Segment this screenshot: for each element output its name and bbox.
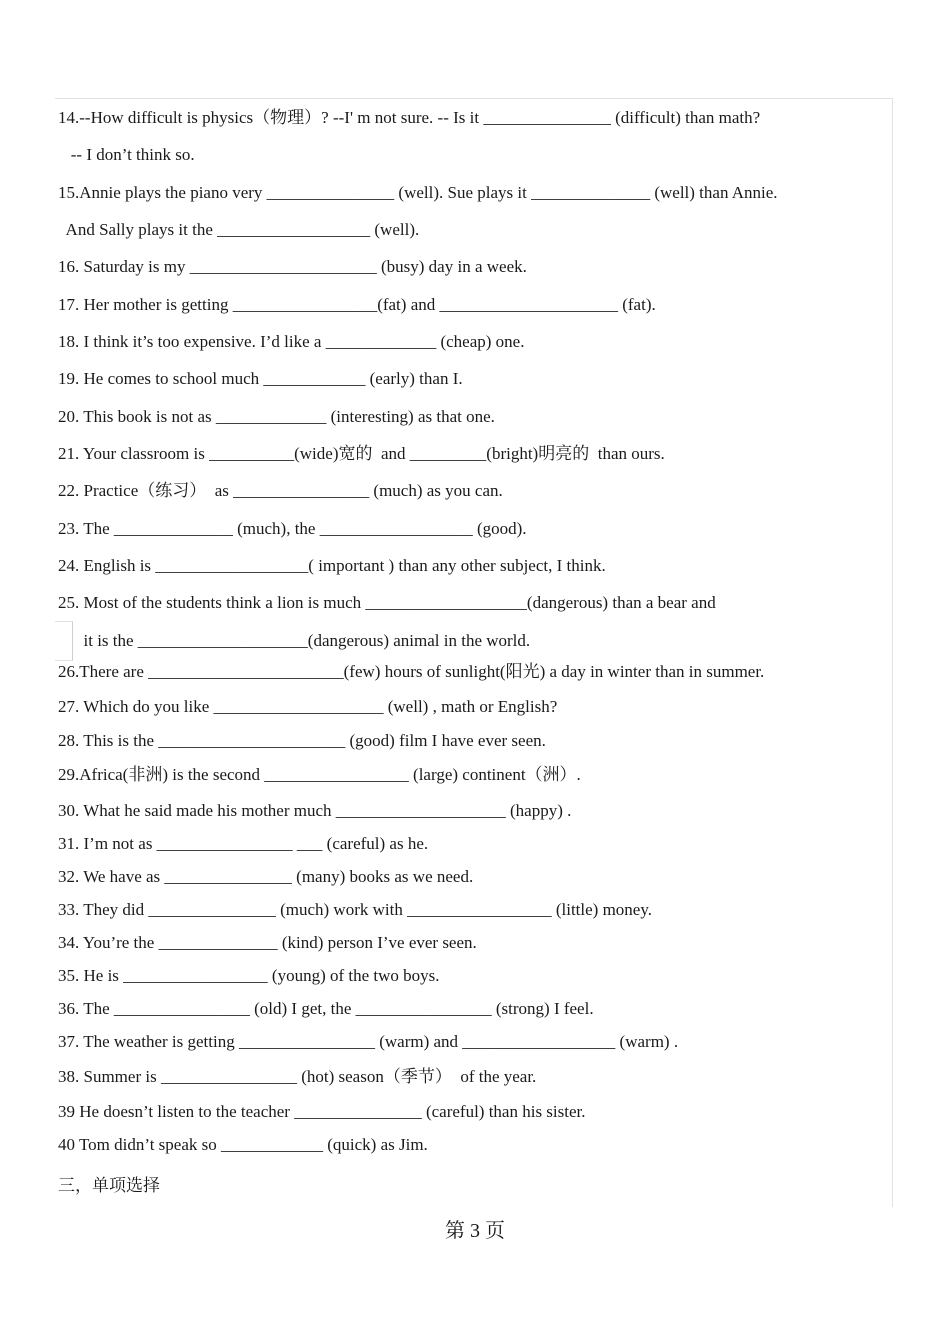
exercise-line-39: 39 He doesn’t listen to the teacher _______________ (careful) than his sister. bbox=[58, 1102, 586, 1121]
exercise-line-20: 20. This book is not as _____________ (interesting) as that one. bbox=[58, 407, 495, 426]
exercise-line-22: 22. Practice（练习） as ________________ (much) as you can. bbox=[58, 481, 503, 500]
exercise-line-17: 17. Her mother is getting _________________(fat) and _____________________ (fat). bbox=[58, 295, 656, 314]
section-heading: 三，单项选择 bbox=[58, 1176, 160, 1195]
exercise-line-14: 14.--How difficult is physics（物理）? --I' m not sure. -- Is it _______________ (difficult) than math? bbox=[58, 108, 761, 127]
exercise-line-16: 16. Saturday is my ______________________ (busy) day in a week. bbox=[58, 257, 527, 276]
exercise-line-26: 26.There are _______________________(few) hours of sunlight(阳光) a day in winter than in summer. bbox=[58, 662, 765, 681]
exercise-line-33: 33. They did _______________ (much) work with _________________ (little) money. bbox=[58, 900, 652, 919]
page-number: 第 3 页 bbox=[445, 1220, 505, 1242]
exercise-line-23: 23. The ______________ (much), the __________________ (good). bbox=[58, 519, 527, 538]
exercise-line-27: 27. Which do you like ____________________ (well) , math or English? bbox=[58, 697, 558, 716]
exercise-line-19: 19. He comes to school much ____________ (early) than I. bbox=[58, 369, 463, 388]
exercise-line-38: 38. Summer is ________________ (hot) season（季节） of the year. bbox=[58, 1067, 537, 1086]
exercise-line-14-cont: -- I don’t think so. bbox=[58, 145, 195, 164]
exercise-line-25-cont: it is the ____________________(dangerous) animal in the world. bbox=[58, 631, 531, 650]
exercise-line-21: 21. Your classroom is __________(wide)宽的 and _________(bright)明亮的 than ours. bbox=[58, 444, 665, 463]
exercise-line-18: 18. I think it’s too expensive. I’d like a _____________ (cheap) one. bbox=[58, 332, 525, 351]
exercise-line-25: 25. Most of the students think a lion is much ___________________(dangerous) than a bear and bbox=[58, 593, 716, 612]
exercise-line-29: 29.Africa(非洲) is the second _________________ (large) continent（洲）. bbox=[58, 765, 581, 784]
exercise-line-15-cont: And Sally plays it the __________________ (well). bbox=[58, 220, 420, 239]
exercise-line-40: 40 Tom didn’t speak so ____________ (quick) as Jim. bbox=[58, 1135, 428, 1154]
exercise-line-30: 30. What he said made his mother much ____________________ (happy) . bbox=[58, 801, 572, 820]
exercise-line-37: 37. The weather is getting ________________ (warm) and __________________ (warm) . bbox=[58, 1032, 679, 1051]
exercise-line-15: 15.Annie plays the piano very _______________ (well). Sue plays it ______________ (well) than Annie. bbox=[58, 183, 778, 202]
exercise-line-32: 32. We have as _______________ (many) books as we need. bbox=[58, 867, 474, 886]
exercise-line-28: 28. This is the ______________________ (good) film I have ever seen. bbox=[58, 731, 546, 750]
exercise-line-24: 24. English is __________________( important ) than any other subject, I think. bbox=[58, 556, 606, 575]
exercise-line-34: 34. You’re the ______________ (kind) person I’ve ever seen. bbox=[58, 933, 477, 952]
exercise-line-31: 31. I’m not as ________________ ___ (careful) as he. bbox=[58, 834, 429, 853]
exercise-line-36: 36. The ________________ (old) I get, the ________________ (strong) I feel. bbox=[58, 999, 594, 1018]
exercise-line-35: 35. He is _________________ (young) of the two boys. bbox=[58, 966, 440, 985]
